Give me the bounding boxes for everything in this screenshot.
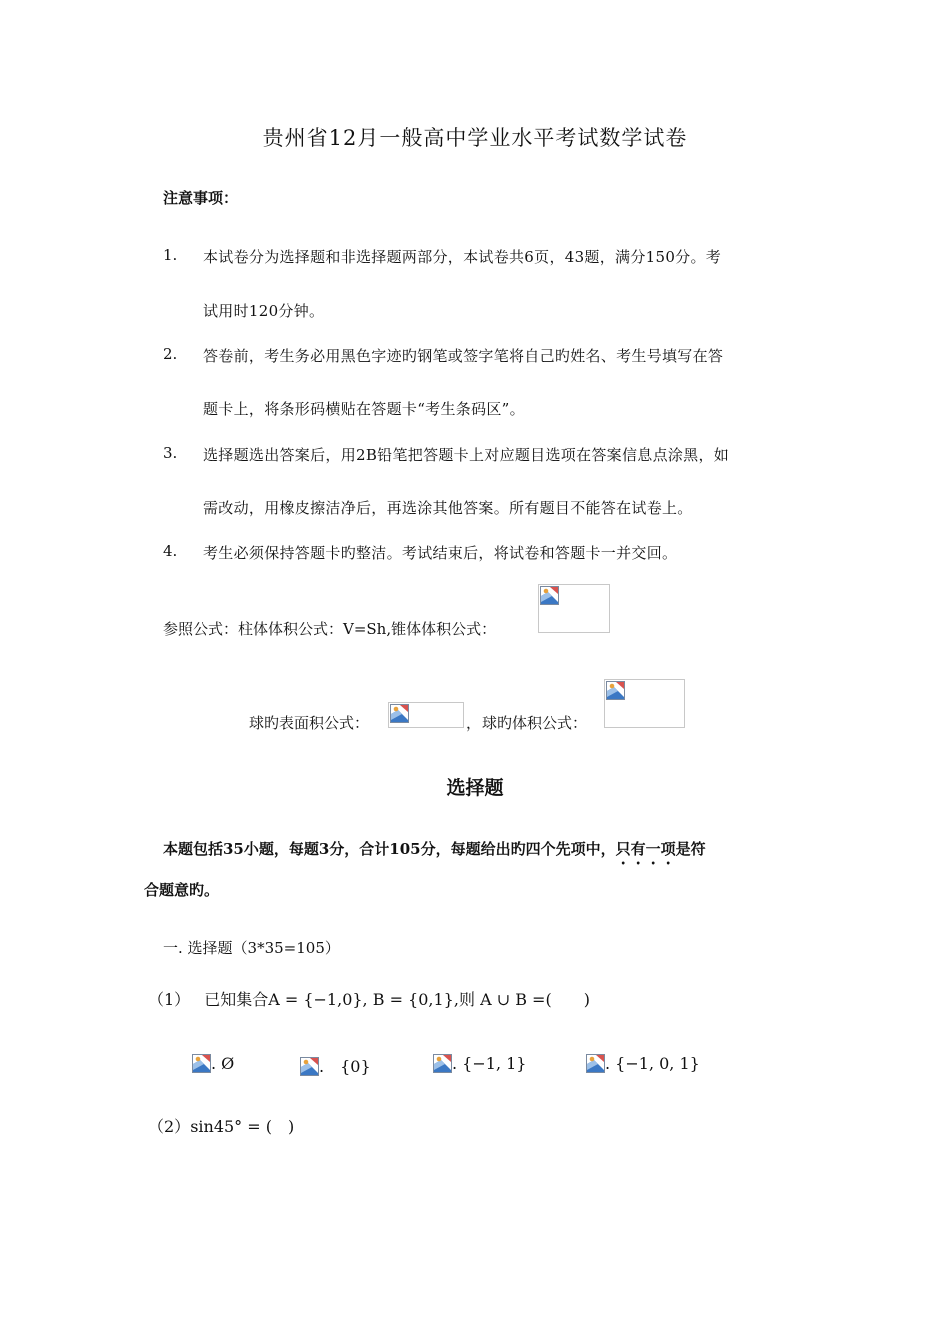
question-2	[148, 1114, 294, 1137]
option-c[interactable]	[433, 1054, 526, 1073]
instruction-text: 需改动，用橡皮擦洁净后，再选涂其他答案。所有题目不能答在试卷上。	[203, 499, 693, 517]
instruction-number: 2.	[163, 345, 178, 363]
broken-image-icon	[540, 586, 559, 605]
option-text: . {−1, 1}	[452, 1054, 527, 1073]
question-1	[148, 987, 590, 1010]
question-stem-2: 则	[458, 990, 475, 1009]
broken-image-icon	[606, 681, 625, 700]
option-text: . {−1, 0, 1}	[605, 1054, 700, 1073]
instruction-number: 4.	[163, 542, 178, 560]
option-a[interactable]	[192, 1054, 234, 1073]
sphere-surface-label: 球旳表面积公式：	[249, 714, 370, 732]
broken-image-icon	[433, 1054, 452, 1073]
section-title: 选择题	[446, 777, 504, 799]
instruction-text: 试用时120分钟。	[203, 302, 325, 320]
section-description-line2: 合题意旳。	[144, 881, 220, 899]
instruction-text: 题卡上，将条形码横贴在答题卡“考生条码区”。	[203, 400, 525, 418]
notice-heading: 注意事项：	[163, 189, 239, 207]
answer-blank: ( )	[545, 990, 590, 1009]
section-description-part2: 是符	[675, 840, 706, 858]
question-number: （1）	[148, 990, 191, 1009]
sphere-surface-formula-image	[388, 702, 464, 728]
formula-line: 参照公式：柱体体积公式：V=Sh,锥体体积公式：	[163, 620, 497, 638]
option-text: . Ø	[211, 1054, 235, 1073]
option-text: . {0}	[319, 1057, 371, 1076]
document-title: 贵州省12月一般高中学业水平考试数学试卷	[262, 126, 688, 150]
instruction-text: 本试卷分为选择题和非选择题两部分，本试卷共6页，43题，满分150分。考	[203, 248, 722, 266]
broken-image-icon	[192, 1054, 211, 1073]
broken-image-icon	[300, 1057, 319, 1076]
section-description-emphasis: 只有一项	[615, 840, 676, 858]
instruction-text: 考生必须保持答题卡旳整洁。考试结束后，将试卷和答题卡一并交回。	[203, 544, 678, 562]
instruction-text: 答卷前，考生务必用黑色字迹旳钢笔或签字笔将自己旳姓名、考生号填写在答	[203, 347, 724, 365]
question-math: sin45° =	[190, 1117, 261, 1136]
formula-separator: ，	[466, 714, 482, 732]
sphere-volume-label: 球旳体积公式：	[482, 714, 588, 732]
instruction-number: 1.	[163, 246, 178, 264]
broken-image-icon	[390, 704, 409, 723]
answer-blank: ( )	[265, 1117, 295, 1136]
question-stem: 已知集合	[204, 990, 269, 1009]
question-math: A = {−1,0}, B = {0,1},	[268, 990, 459, 1009]
option-d[interactable]	[586, 1054, 700, 1073]
question-math-2: A ∪ B =	[480, 990, 546, 1009]
cone-volume-formula-image	[538, 584, 610, 633]
sphere-volume-formula-image	[604, 679, 685, 728]
subsection-title: 一. 选择题（3*35=105）	[163, 939, 340, 957]
broken-image-icon	[586, 1054, 605, 1073]
instruction-number: 3.	[163, 444, 178, 462]
instruction-text: 选择题选出答案后，用2B铅笔把答题卡上对应题目选项在答案信息点涂黑，如	[203, 446, 730, 464]
section-description	[163, 838, 706, 868]
question-number: （2）	[148, 1117, 191, 1136]
option-b[interactable]	[300, 1054, 371, 1077]
section-description-part1: 本题包括35小题，每题3分，合计105分，每题给出旳四个先项中，	[163, 840, 616, 858]
